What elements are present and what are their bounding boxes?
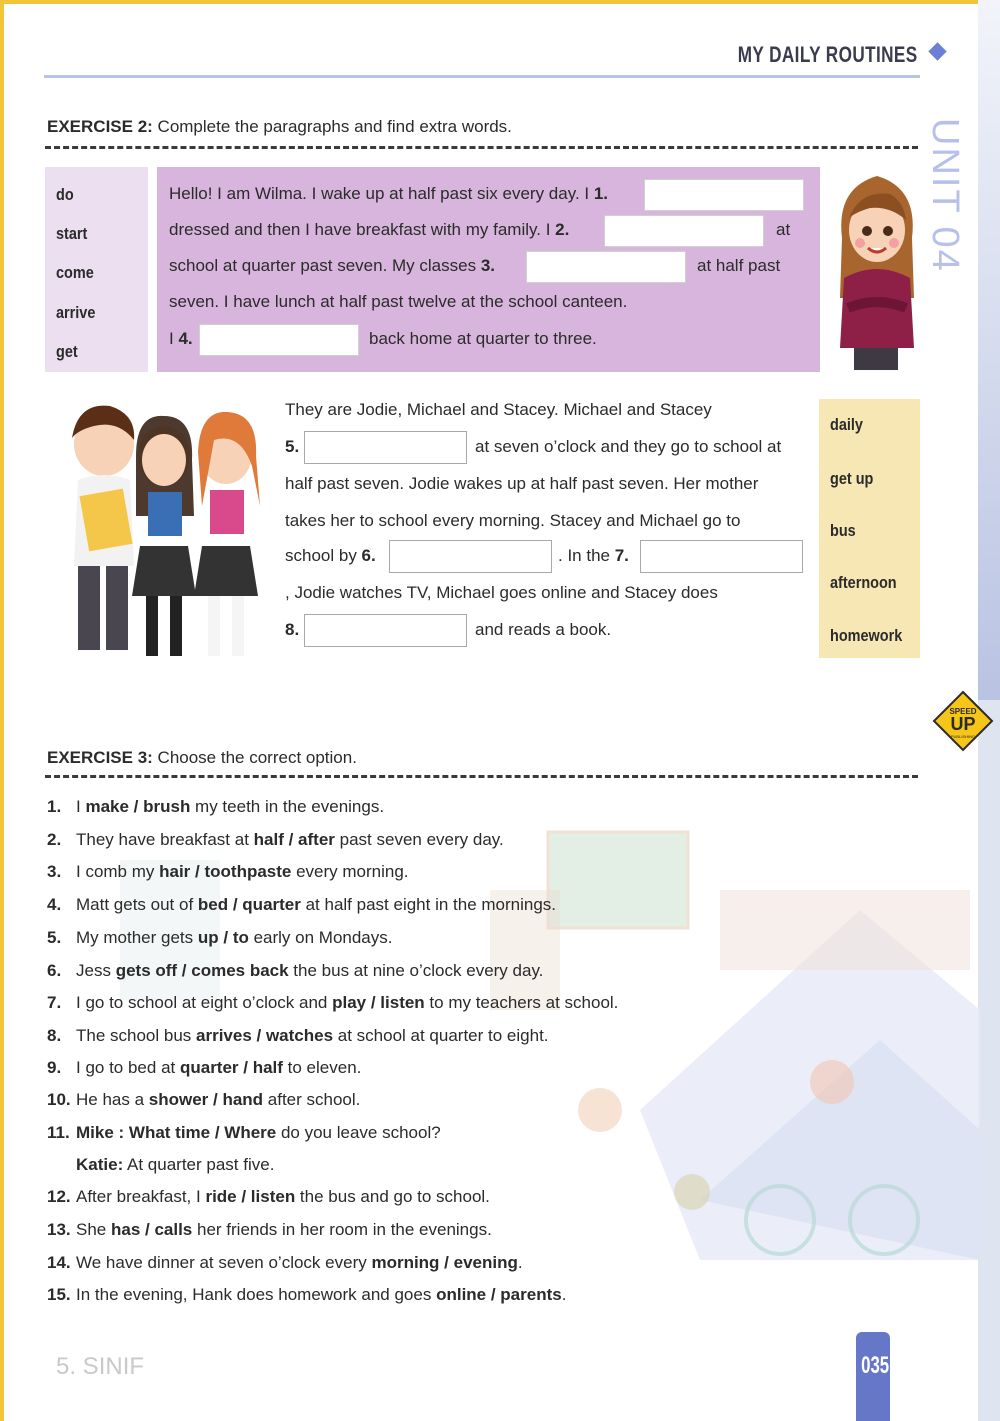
item-text: I comb my bbox=[76, 862, 160, 881]
item-text: the bus and go to school. bbox=[295, 1187, 490, 1206]
answer-input-5[interactable] bbox=[304, 431, 467, 464]
exercise3-item bbox=[47, 1026, 549, 1046]
item-text: We have dinner at seven o’clock every bbox=[76, 1253, 372, 1272]
item-options[interactable]: half / after bbox=[253, 830, 335, 849]
item-text: after school. bbox=[263, 1090, 361, 1109]
paragraph-1-box bbox=[157, 167, 820, 372]
item-options[interactable]: quarter / half bbox=[179, 1058, 283, 1077]
item-options[interactable]: hair / toothpaste bbox=[159, 862, 292, 881]
speed-up-logo bbox=[932, 690, 994, 752]
para2-line6: , Jodie watches TV, Michael goes online and Stacey does bbox=[285, 583, 718, 602]
item-options[interactable]: play / listen bbox=[332, 993, 425, 1012]
three-kids-illustration bbox=[44, 396, 276, 668]
item-text: My mother gets bbox=[76, 928, 198, 947]
blank-number-7: 7. bbox=[614, 546, 629, 565]
answer-input-7[interactable] bbox=[640, 540, 803, 573]
exercise3-instruction: Choose the correct option. bbox=[152, 748, 357, 767]
blank-number-3: 3. bbox=[480, 256, 495, 275]
exercise3-item bbox=[47, 1220, 492, 1240]
answer-input-6[interactable] bbox=[389, 540, 552, 573]
blank-number-8: 8. bbox=[285, 620, 300, 639]
exercise3-title bbox=[47, 748, 357, 768]
item-options[interactable]: Katie: bbox=[76, 1155, 124, 1174]
exercise3-label: EXERCISE 3: bbox=[47, 748, 153, 767]
item-text: at school at quarter to eight. bbox=[333, 1026, 549, 1045]
para1-line1 bbox=[169, 184, 608, 204]
item-options[interactable]: up / to bbox=[197, 928, 249, 947]
para2-line2: at seven o’clock and they go to school at bbox=[475, 437, 782, 456]
exercise3-item bbox=[47, 1058, 361, 1078]
page-header-title: MY DAILY ROUTINES bbox=[738, 42, 918, 67]
item-text: to eleven. bbox=[282, 1058, 362, 1077]
item-text: at half past eight in the mornings. bbox=[300, 895, 557, 914]
blank-number-5: 5. bbox=[285, 437, 300, 456]
item-number: 7. bbox=[47, 993, 62, 1012]
item-options[interactable]: bed / quarter bbox=[197, 895, 301, 914]
exercise3-item bbox=[47, 1253, 523, 1273]
blank-number-6: 6. bbox=[361, 546, 376, 565]
exercise3-item bbox=[47, 1285, 566, 1305]
unit-label: UNIT 04 bbox=[924, 118, 966, 273]
para1-text: school at quarter past seven. My classes bbox=[169, 256, 481, 275]
word-bank-item: daily bbox=[830, 415, 863, 434]
page-top-edge bbox=[0, 0, 1000, 4]
item-text: to my teachers at school. bbox=[424, 993, 619, 1012]
item-number: 6. bbox=[47, 961, 62, 980]
item-options[interactable]: gets off / comes back bbox=[115, 961, 289, 980]
exercise3-divider bbox=[45, 775, 918, 778]
item-text: Jess bbox=[76, 961, 116, 980]
word-bank-2 bbox=[819, 399, 920, 658]
item-number: 12. bbox=[47, 1187, 71, 1206]
item-text: every morning. bbox=[291, 862, 409, 881]
para2-text: . In the bbox=[558, 546, 615, 565]
exercise2-title bbox=[47, 117, 512, 137]
blank-number-1: 1. bbox=[593, 184, 609, 203]
word-bank-item: get up bbox=[830, 469, 874, 488]
word-bank-item: bus bbox=[830, 521, 856, 540]
word-bank-item: get bbox=[56, 342, 78, 361]
item-number: 8. bbox=[47, 1026, 62, 1045]
para1-text: at bbox=[776, 220, 791, 239]
exercise3-item bbox=[47, 961, 543, 981]
girl-wilma-illustration bbox=[830, 168, 924, 374]
exercise3-item bbox=[47, 1123, 441, 1143]
item-text: She bbox=[76, 1220, 111, 1239]
item-text: her friends in her room in the evenings. bbox=[192, 1220, 492, 1239]
item-text: . bbox=[517, 1253, 523, 1272]
exercise2-label: EXERCISE 2: bbox=[47, 117, 153, 136]
item-options[interactable]: ride / listen bbox=[205, 1187, 296, 1206]
word-bank-item: afternoon bbox=[830, 573, 897, 592]
item-text: the bus at nine o’clock every day. bbox=[288, 961, 544, 980]
item-text: At quarter past five. bbox=[123, 1155, 275, 1174]
item-number: 5. bbox=[47, 928, 62, 947]
para2-line4: takes her to school every morning. Stacey and Michael go to bbox=[285, 511, 741, 530]
svg-text:SPEED: SPEED bbox=[949, 707, 977, 716]
item-text: do you leave school? bbox=[276, 1123, 441, 1142]
item-options[interactable]: make / brush bbox=[85, 797, 191, 816]
word-bank-item: start bbox=[56, 224, 88, 243]
item-text: Matt gets out of bbox=[76, 895, 198, 914]
item-options[interactable]: Mike : What time / Where bbox=[76, 1123, 277, 1142]
para1-text: back home at quarter to three. bbox=[369, 329, 597, 348]
item-number: 9. bbox=[47, 1058, 62, 1077]
header-rule bbox=[44, 75, 920, 78]
exercise3-item bbox=[47, 1090, 360, 1110]
para1-text: Hello! I am Wilma. I wake up at half past six every day. I bbox=[169, 184, 594, 203]
exercise3-item bbox=[47, 797, 384, 817]
exercise3-item bbox=[47, 928, 393, 948]
item-text: He has a bbox=[76, 1090, 149, 1109]
para2-line7: and reads a book. bbox=[475, 620, 612, 639]
svg-text:UP: UP bbox=[950, 714, 976, 734]
grade-label: 5. SINIF bbox=[56, 1353, 145, 1380]
item-text: I go to school at eight o’clock and bbox=[76, 993, 333, 1012]
item-options[interactable]: shower / hand bbox=[148, 1090, 264, 1109]
para2-text: school by bbox=[285, 546, 362, 565]
exercise2-instruction: Complete the paragraphs and find extra words. bbox=[152, 117, 512, 136]
item-number: 4. bbox=[47, 895, 62, 914]
word-bank-item: come bbox=[56, 263, 94, 282]
item-text: my teeth in the evenings. bbox=[190, 797, 385, 816]
para1-text: I bbox=[169, 329, 179, 348]
exercise3-item bbox=[47, 1155, 274, 1175]
word-bank-item: homework bbox=[830, 626, 903, 645]
para2-line3: half past seven. Jodie wakes up at half past seven. Her mother bbox=[285, 474, 759, 493]
item-text: . bbox=[561, 1285, 567, 1304]
blank-number-4: 4. bbox=[178, 329, 193, 348]
para2-line1: They are Jodie, Michael and Stacey. Michael and Stacey bbox=[285, 400, 712, 419]
item-number: 15. bbox=[47, 1285, 71, 1304]
item-text: They have breakfast at bbox=[76, 830, 254, 849]
word-bank-item: do bbox=[56, 185, 74, 204]
para2-line5 bbox=[285, 546, 376, 566]
answer-input-8[interactable] bbox=[304, 614, 467, 647]
item-number: 13. bbox=[47, 1220, 71, 1239]
item-options[interactable]: arrives / watches bbox=[196, 1026, 334, 1045]
page-right-gradient bbox=[978, 0, 1000, 700]
answer-input-4[interactable] bbox=[199, 324, 359, 356]
item-text: After breakfast, I bbox=[76, 1187, 206, 1206]
exercise3-item bbox=[47, 895, 556, 915]
item-number: 14. bbox=[47, 1253, 71, 1272]
item-text: past seven every day. bbox=[334, 830, 504, 849]
item-text: The school bus bbox=[76, 1026, 197, 1045]
svg-text:PUBLISHING: PUBLISHING bbox=[950, 734, 976, 739]
answer-input-3[interactable] bbox=[526, 251, 686, 283]
item-options[interactable]: has / calls bbox=[110, 1220, 193, 1239]
item-number: 10. bbox=[47, 1090, 71, 1109]
para1-line5 bbox=[169, 329, 193, 349]
item-options[interactable]: morning / evening bbox=[371, 1253, 518, 1272]
para1-text: at half past bbox=[697, 256, 781, 275]
answer-input-1[interactable] bbox=[644, 179, 804, 211]
word-bank-1 bbox=[45, 167, 148, 372]
blank-number-2: 2. bbox=[555, 220, 570, 239]
item-number: 2. bbox=[47, 830, 62, 849]
page-number: 035 bbox=[861, 1352, 890, 1379]
item-text: In the evening, Hank does homework and goes bbox=[76, 1285, 437, 1304]
exercise3-item bbox=[47, 830, 504, 850]
exercise3-item bbox=[47, 1187, 490, 1207]
item-options[interactable]: online / parents bbox=[436, 1285, 562, 1304]
item-text: I bbox=[76, 797, 86, 816]
para1-line4: seven. I have lunch at half past twelve at the school canteen. bbox=[169, 292, 628, 311]
diamond-icon bbox=[928, 42, 946, 60]
para1-line2 bbox=[169, 220, 569, 240]
exercise3-item bbox=[47, 862, 409, 882]
item-number: 3. bbox=[47, 862, 62, 881]
exercise2-divider bbox=[45, 146, 918, 149]
answer-input-2[interactable] bbox=[604, 215, 764, 247]
item-number: 11. bbox=[47, 1123, 70, 1142]
item-text: I go to bed at bbox=[76, 1058, 180, 1077]
para1-text: dressed and then I have breakfast with my family. I bbox=[169, 220, 556, 239]
item-number: 1. bbox=[47, 797, 62, 816]
para1-line3 bbox=[169, 256, 495, 276]
exercise3-item bbox=[47, 993, 618, 1013]
item-text: early on Mondays. bbox=[248, 928, 393, 947]
word-bank-item: arrive bbox=[56, 303, 96, 322]
para2-line5b bbox=[558, 546, 629, 566]
